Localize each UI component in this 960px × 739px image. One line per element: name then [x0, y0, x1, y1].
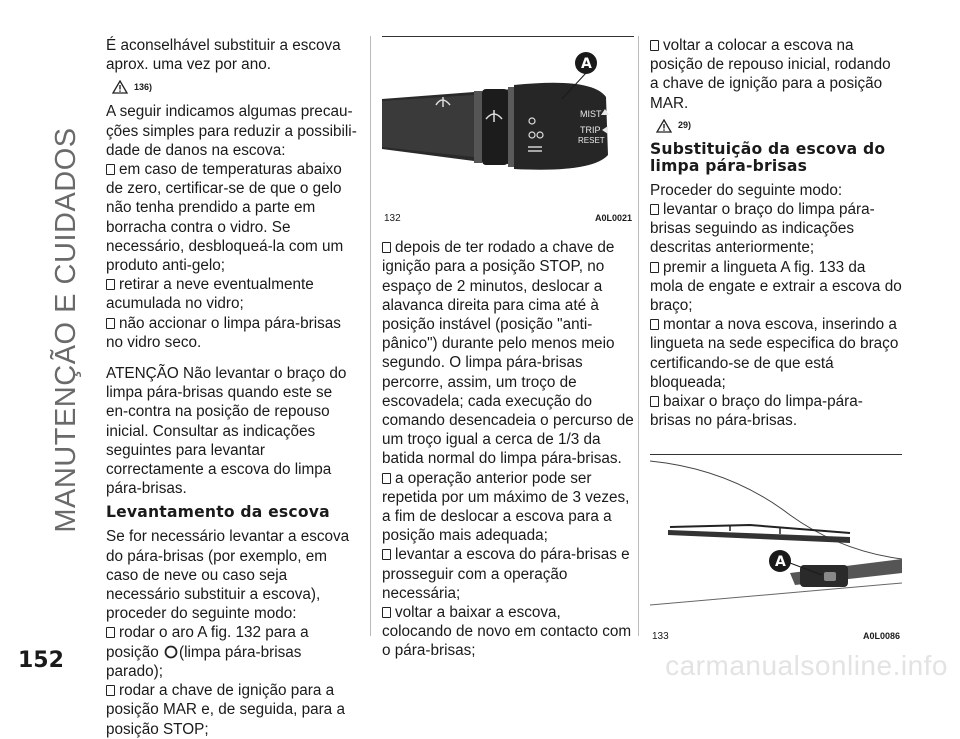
column-3: [650, 36, 902, 647]
paragraph: Se for necessário levantar a escova do pára-brisas (por exemplo, em caso de neve ou caso seja necessário substituir a escova), proceder do seguinte modo:: [106, 528, 350, 623]
section-heading: Levantamento da escova: [106, 503, 330, 522]
figure-number: 133: [652, 631, 669, 643]
figure-133: [650, 454, 902, 646]
wiper-off-icon: [163, 645, 179, 659]
checkbox-bullet-icon: [650, 40, 659, 51]
section-heading: Substituição da escova do limpa pára-brisas: [650, 139, 886, 175]
checkbox-bullet-icon: [382, 607, 391, 618]
column-1: [106, 36, 358, 739]
bullet-item: montar a nova escova, inserindo a lingueta na sede especifica do braço certificando-se de que está bloqueada;: [650, 316, 899, 391]
bullet-item: baixar o braço do limpa-pára-brisas no pára-brisas.: [650, 393, 863, 430]
checkbox-bullet-icon: [650, 262, 659, 273]
attention-paragraph: ATENÇÃO Não levantar o braço do limpa pára-brisas quando este se en-contra na posição de repouso inicial. Consultar as indicações seguintes para levantar correctamente a escova do limpa pára-brisas.: [106, 365, 347, 498]
figure-code: A0L0021: [594, 213, 632, 223]
warning-ref-number: 29): [678, 120, 692, 131]
checkbox-bullet-icon: [106, 164, 115, 175]
figure-callout-a: A: [581, 56, 592, 72]
checkbox-bullet-icon: [382, 242, 391, 253]
watermark: carmanualsonline.info: [665, 650, 948, 681]
stalk-label-reset: RESET: [578, 136, 605, 145]
checkbox-bullet-icon: [650, 396, 659, 407]
figure-caption: [382, 205, 634, 228]
checkbox-bullet-icon: [106, 627, 115, 638]
bullet-item: rodar o aro A fig. 132 para a posição (limpa pára-brisas parado);: [106, 624, 309, 680]
bullet-item: voltar a baixar a escova, colocando de novo em contacto com o pára-brisas;: [382, 604, 632, 660]
wiper-blade-illustration: [650, 455, 902, 623]
warning-triangle-icon: [656, 119, 672, 133]
column-2: [382, 36, 634, 661]
paragraph: Proceder do seguinte modo:: [650, 181, 843, 199]
section-title-vertical: MANUTENÇÃO E CUIDADOS: [50, 127, 82, 533]
figure-caption: [650, 623, 902, 646]
bullet-item: em caso de temperaturas abaixo de zero, certificar-se de que o gelo não tenha prendido a parte em borracha contra o vidro. Se necessário, desbloqueá-la com um produto anti-gelo;: [106, 161, 344, 275]
checkbox-bullet-icon: [106, 318, 115, 329]
bullet-item: levantar a escova do pára-brisas e prosseguir com a operação necessária;: [382, 546, 630, 602]
warning-ref-number: 136): [134, 81, 153, 92]
bullet-item: retirar a neve eventualmente acumulada no vidro;: [106, 276, 314, 313]
figure-number: 132: [384, 213, 401, 224]
warning-triangle-icon: [112, 80, 128, 94]
warning-reference: [112, 78, 358, 96]
checkbox-bullet-icon: [382, 473, 391, 484]
figure-callout-a: A: [775, 554, 786, 571]
bullet-item: voltar a colocar a escova na posição de repouso inicial, rodando a chave de ignição para a posição MAR.: [650, 37, 891, 112]
page-number: 152: [18, 648, 64, 673]
paragraph: A seguir indicamos algumas precau-ções simples para reduzir a possibili-dade de danos na escova:: [106, 103, 357, 159]
column-divider: [638, 36, 639, 636]
checkbox-bullet-icon: [106, 685, 115, 696]
bullet-item: rodar a chave de ignição para a posição MAR e, de seguida, para a posição STOP;: [106, 682, 345, 738]
checkbox-bullet-icon: [106, 279, 115, 290]
bullet-item: levantar o braço do limpa pára-brisas seguindo as indicações descritas anteriormente;: [650, 201, 875, 257]
figure-132: [382, 36, 634, 228]
bullet-item: a operação anterior pode ser repetida por um máximo de 3 vezes, a fim de deslocar a escova para a posição mais adequada;: [382, 469, 630, 545]
bullet-item: premir a lingueta A fig. 133 da mola de engate e extrair a escova do braço;: [650, 258, 902, 315]
checkbox-bullet-icon: [650, 319, 659, 330]
figure-code: A0L0086: [862, 631, 900, 642]
column-divider: [370, 36, 371, 636]
bullet-item: depois de ter rodado a chave de ignição para a posição STOP, no espaço de 2 minutos, deslocar a alavanca direita para cima até à posição instável (posição "anti-pânico") durante pelo menos meio segundo. O limpa pára-brisas percorre, assim, um troço de escovadela; cada execução do comando desencadeia o percurso de um troço igual a cerca de 1/3 da batida normal do limpa pára-brisas.: [382, 239, 634, 468]
checkbox-bullet-icon: [382, 549, 391, 560]
stalk-label-trip: TRIP: [580, 125, 601, 135]
paragraph: É aconselhável substituir a escova aprox. uma vez por ano.: [106, 37, 341, 74]
checkbox-bullet-icon: [650, 204, 659, 215]
stalk-label-mist: MIST: [580, 109, 602, 119]
bullet-item: não accionar o limpa pára-brisas no vidro seco.: [106, 314, 341, 351]
wiper-stalk-illustration: [382, 37, 634, 205]
warning-reference: [656, 117, 902, 135]
